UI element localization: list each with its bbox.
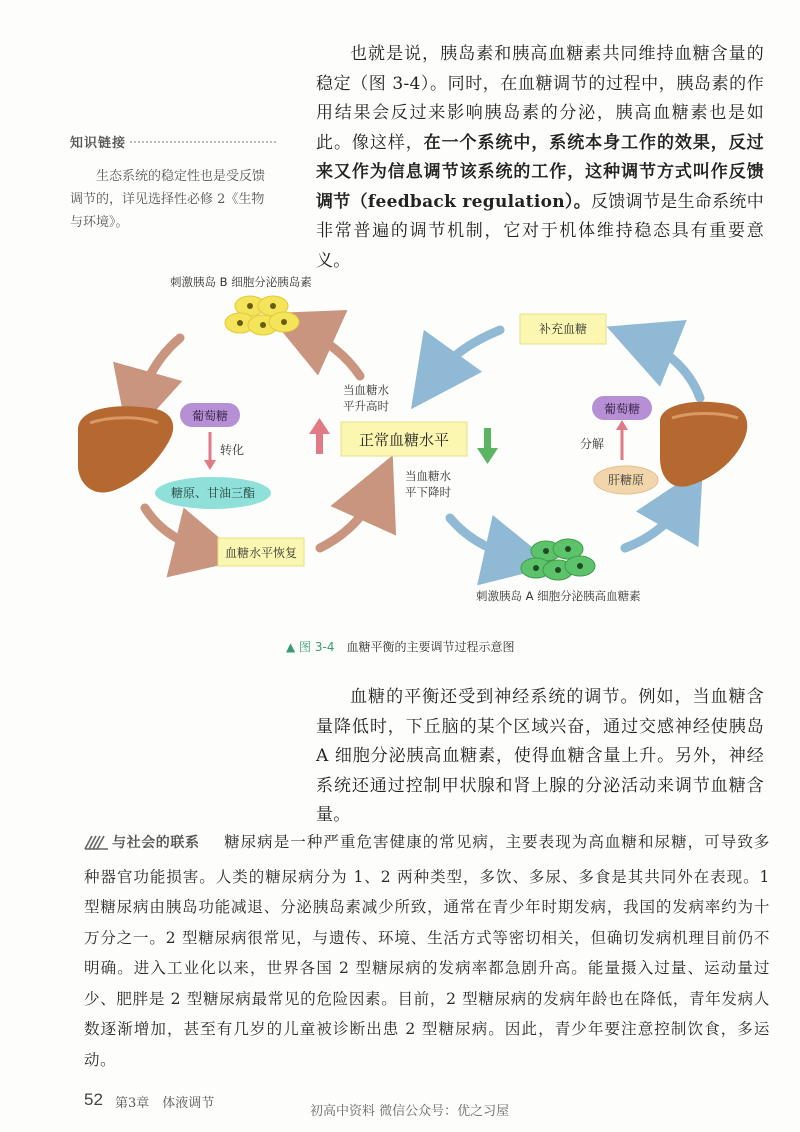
feedback-definition: 在一个系统中，系统本身工作的效果，反过来又作为信息调节该系统的工作，这种调节方式叫作反馈调节（feedback regulation）。 bbox=[316, 132, 764, 212]
chapter-label: 第3章 体液调节 bbox=[115, 1096, 215, 1111]
convert-label: 转化 bbox=[220, 443, 245, 457]
arrow-liver-to-replenish bbox=[640, 340, 700, 398]
society-body: 糖尿病是一种严重危害健康的常见病，主要表现为高血糖和尿糖，可导致多种器官功能损害。人类的糖尿病分为 1、2 两种类型，多饮、多尿、多食是其共同外在表现。1 型糖尿病由胰岛功能减退、分泌胰岛素减少所致，通常在青少年时期发病，我国的发病率约为十万分之一。2 型糖尿病很常见，与遗传、环境、生活方式等密切相关，但确切发病机理目前仍不明确。进入工业化以来，世界各国 2 型糖尿病的发病率都急剧升高。能量摄入过量、运动量过少、肥胖是 2 型糖尿病最常见的危险因素。目前，2 型糖尿病的发病年龄也在降低，青年发病人数逐渐增加，甚至有几岁的儿童被诊断出患 2 型糖尿病。因此，青少年要注意控制饮食，多运动。 bbox=[84, 833, 770, 1069]
society-header bbox=[84, 828, 200, 862]
glucose-left-label: 葡萄糖 bbox=[191, 409, 229, 423]
watermark: 初高中资料 微信公众号：优之习屋 bbox=[310, 1104, 510, 1119]
arrow-low-to-a-cells bbox=[450, 518, 520, 558]
low-label-line2: 平下降时 bbox=[405, 485, 451, 499]
figure-caption-text: 血糖平衡的主要调节过程示意图 bbox=[346, 640, 515, 654]
down-arrow-icon bbox=[477, 428, 498, 464]
main-paragraph-part2: 反馈调节是生命系统中非常普遍的调节机制，它对于机体维持稳态具有重要意义。 bbox=[316, 191, 765, 271]
replenish-label: 补充血糖 bbox=[538, 322, 588, 336]
second-paragraph: 血糖的平衡还受到神经系统的调节。例如，当血糖含量降低时，下丘脑的某个区域兴奋，通过交感神经使胰岛 A 细胞分泌胰高血糖素，使得血糖含量上升。另外，神经系统还通过控制甲状腺和肾上腺的分泌活动来调节血糖含量。 bbox=[316, 687, 764, 825]
recover-label: 血糖水平恢复 bbox=[224, 546, 298, 560]
low-label-line1: 当血糖水 bbox=[405, 469, 451, 483]
a-cells-label: 刺激胰岛 A 细胞分泌胰高血糖素 bbox=[476, 589, 641, 603]
arrow-a-cells-to-liver bbox=[625, 498, 685, 548]
society-section bbox=[84, 827, 770, 1075]
high-label-line2: 平升高时 bbox=[343, 399, 389, 413]
b-cells-icon bbox=[225, 296, 299, 335]
society-logo-icon bbox=[84, 831, 110, 862]
blood-glucose-diagram bbox=[60, 258, 750, 618]
center-label: 正常血糖水平 bbox=[358, 431, 450, 449]
main-paragraph bbox=[316, 40, 764, 276]
a-cells-icon bbox=[521, 539, 595, 580]
figure-caption bbox=[286, 638, 514, 655]
arrow-b-cells-to-liver bbox=[138, 338, 180, 406]
right-liver-icon bbox=[660, 402, 747, 487]
glucose-right-label: 葡萄糖 bbox=[603, 402, 641, 416]
arrow-replenish-to-center bbox=[432, 330, 500, 380]
up-arrow-icon bbox=[309, 418, 330, 454]
figure-number: ▲ 图 3-4 bbox=[286, 640, 335, 654]
glycogen-fat-label: 糖原、甘油三酯 bbox=[170, 486, 256, 500]
arrow-liver-to-recover bbox=[145, 508, 210, 551]
sidebar-title: 知识链接 bbox=[70, 136, 127, 151]
sidebar-body: 生态系统的稳定性也是受反馈调节的，详见选择性必修 2《生物与环境》。 bbox=[70, 169, 266, 230]
main-paragraph-part1: 也就是说，胰岛素和胰高血糖素共同维持血糖含量的稳定（图 3-4）。同时，在血糖调节的过程中，胰岛素的作用结果会反过来影响胰岛素的分泌，胰高血糖素也是如此。像这样， bbox=[316, 44, 764, 153]
diagram-canvas bbox=[60, 258, 750, 618]
page-number: 52 bbox=[84, 1090, 103, 1109]
society-header-label: 与社会的联系 bbox=[112, 835, 200, 851]
b-cells-label: 刺激胰岛 B 细胞分泌胰岛素 bbox=[170, 275, 312, 289]
liver-glycogen-label: 肝糖原 bbox=[607, 473, 645, 487]
high-label-line1: 当血糖水 bbox=[343, 383, 389, 397]
sidebar-divider bbox=[130, 141, 276, 143]
arrow-recover-to-center bbox=[320, 488, 378, 548]
left-liver-icon bbox=[78, 406, 173, 492]
decompose-label: 分解 bbox=[580, 437, 605, 451]
arrow-high-to-b-cells bbox=[300, 328, 360, 376]
